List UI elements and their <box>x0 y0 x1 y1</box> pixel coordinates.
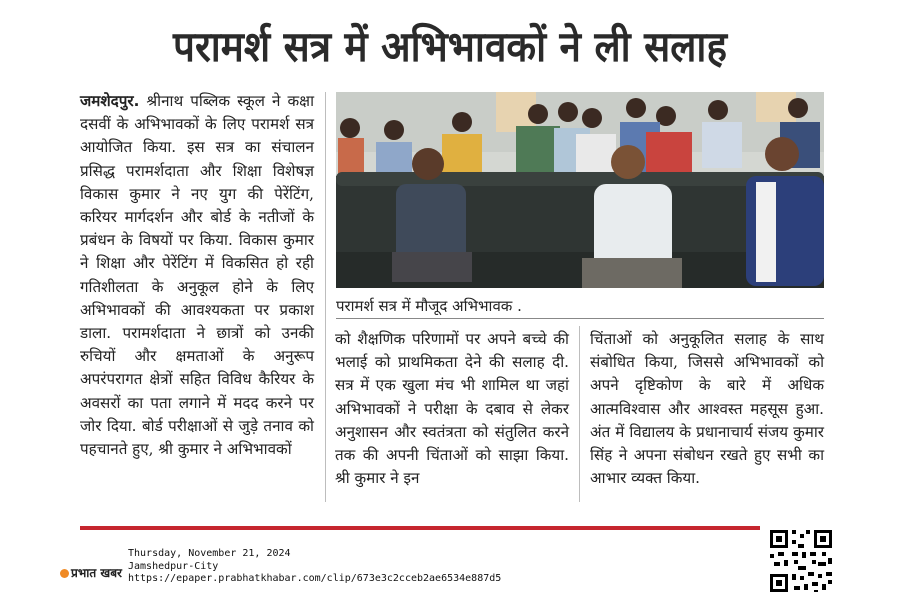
photo-caption: परामर्श सत्र में मौजूद अभिभावक . <box>336 297 522 315</box>
publication-logo <box>60 564 122 581</box>
dateline: जमशेदपुर. <box>80 92 140 110</box>
qr-code-icon <box>768 528 834 594</box>
clip-date: Thursday, November 21, 2024 <box>128 548 291 559</box>
news-photo <box>336 92 824 288</box>
article-column-1 <box>80 90 314 461</box>
article-column-3: चिंताओं को अनुकूलित सलाह के साथ संबोधित किया, जिससे अभिभावकों को अपने दृष्टिकोण के बारे में अधिक आत्मविश्वास और आश्वस्त महसूस हुआ. अंत में विद्यालय के प्रधानाचार्य संजय कुमार सिंह ने अपना संबोधन रखते हुए सभी का आभार व्यक्त किया. <box>590 330 824 488</box>
clip-edition: Jamshedpur-City <box>128 560 219 572</box>
clip-url[interactable]: https://epaper.prabhatkhabar.com/clip/673e3c2cceb2ae6534e887d5 <box>128 573 502 584</box>
photo-illustration <box>336 92 824 288</box>
column-divider <box>325 92 326 502</box>
article-text-1: श्रीनाथ पब्लिक स्कूल ने कक्षा दसवीं के अभिभावकों के लिए परामर्श सत्र आयोजित किया. इस सत्र का संचालन प्रसिद्ध परामर्शदाता और शिक्षा विशेषज्ञ विकास कुमार ने नए युग की पेरेंटिंग, करियर मार्गदर्शन और बोर्ड के नतीजों के प्रबंधन के विषयों पर किया. विकास कुमार ने शिक्षा और पेरेंटिंग में विकसित हो रही गतिशीलता के अनुकूल होने के लिए अभिभावकों की आवश्यकता पर प्रकाश डाला. परामर्शदाता ने छात्रों को उनकी रुचियों और क्षमताओं के अनुरूप अपरंपरागत क्षेत्रों सहित विविध कैरियर के अवसरों का पता लगाने में मदद करने पर जोर दिया. बोर्ड परीक्षाओं से जुड़े तनाव को पहचानते हुए, श्री कुमार ने अभिभावकों <box>80 92 314 459</box>
article-column-2: को शैक्षणिक परिणामों पर अपने बच्चे की भलाई को प्राथमिकता देने की सलाह दी. सत्र में एक खुला मंच भी शामिल था जहां अभिभावकों ने परीक्षा के दबाव से लेकर अनुशासन और स्वतंत्रता को संतुलित करने तक की अपनी चिंताओं को साझा किया. श्री कुमार ने इन <box>335 330 569 488</box>
caption-divider <box>336 318 824 319</box>
clip-metadata <box>128 548 501 586</box>
headline: परामर्श सत्र में अभिभावकों ने ली सलाह <box>173 22 727 71</box>
logo-sun-icon <box>60 569 69 578</box>
footer-divider <box>80 526 760 530</box>
column-divider <box>579 326 580 502</box>
logo-text: प्रभात खबर <box>71 566 122 580</box>
